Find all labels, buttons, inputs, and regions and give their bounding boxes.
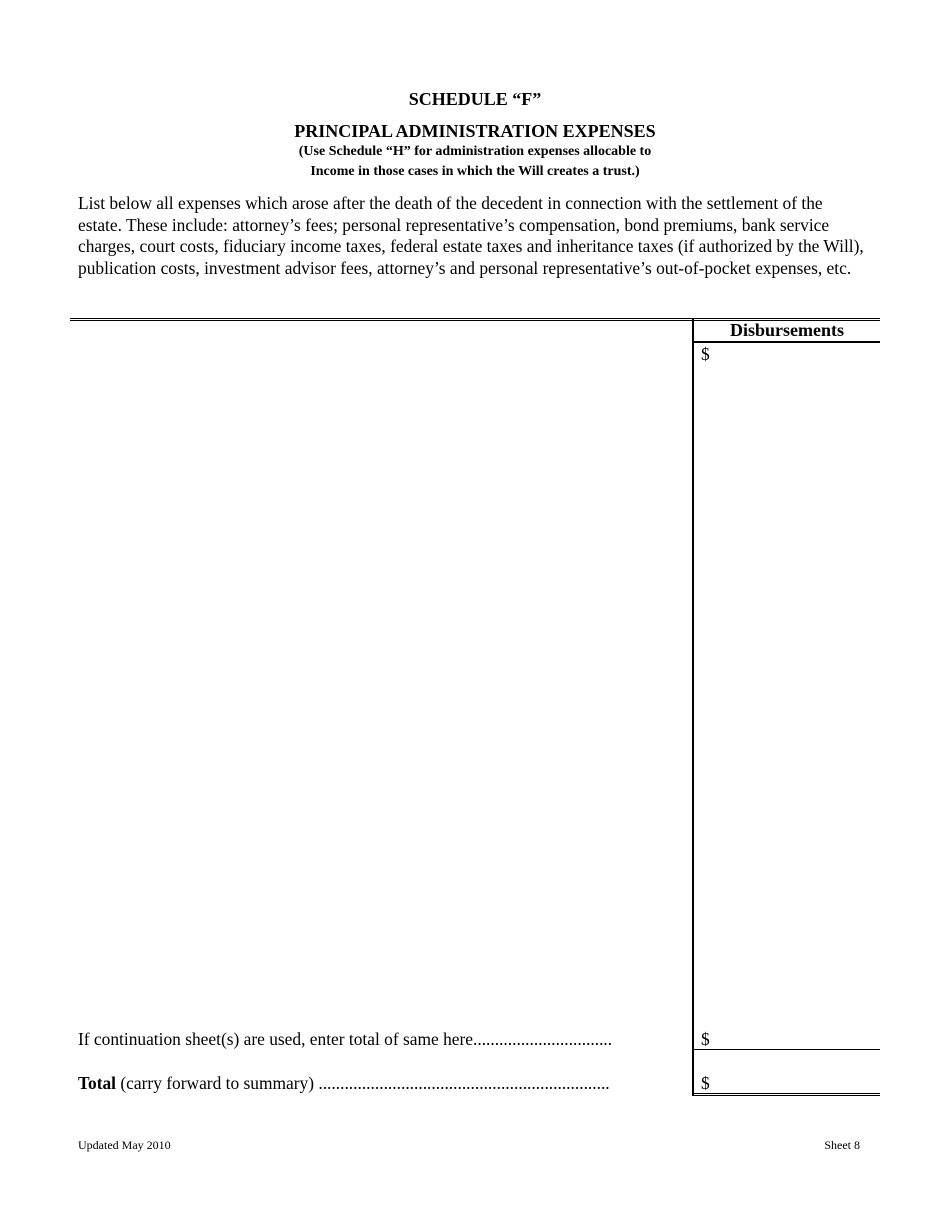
schedule-title: SCHEDULE “F”	[408, 89, 542, 109]
total-leader: ...................................................................	[318, 1073, 610, 1093]
total-label-bold: Total	[78, 1073, 117, 1093]
total-underline-double	[693, 1095, 880, 1096]
subtitle-line-2: Income in those cases in which the Will creates a trust.)	[310, 164, 640, 179]
header-underline	[693, 341, 880, 343]
continuation-underline	[693, 1049, 880, 1050]
footer-sheet-number: Sheet 8	[824, 1138, 860, 1152]
continuation-label: If continuation sheet(s) are used, enter total of same here	[78, 1029, 473, 1049]
total-underline	[693, 1093, 880, 1094]
continuation-leader: ................................	[473, 1029, 613, 1049]
total-line	[78, 1073, 610, 1094]
page-title: PRINCIPAL ADMINISTRATION EXPENSES	[294, 121, 656, 141]
continuation-dollar-sign: $	[701, 1029, 710, 1049]
column-divider	[692, 318, 694, 1096]
subtitle-line-1: (Use Schedule “H” for administration expenses allocable to	[298, 144, 652, 159]
total-dollar-sign: $	[701, 1073, 710, 1093]
footer-updated-date: Updated May 2010	[78, 1138, 171, 1152]
instructions-paragraph: List below all expenses which arose after the death of the decedent in connection with the settlement of the estate. These include: attorney’s fees; personal representative’s compensation, bond premiums, bank service charges, court costs, fiduciary income taxes, federal estate taxes and inheritance taxes (if authorized by the Will), publication costs, investment advisor fees, attorney’s and personal representative’s out-of-pocket expenses, etc.	[78, 193, 864, 278]
continuation-line	[78, 1029, 612, 1050]
total-label-rest: (carry forward to summary)	[116, 1073, 319, 1093]
table-top-rule	[70, 318, 880, 319]
disbursements-column-header: Disbursements	[729, 320, 844, 340]
disbursements-dollar-sign: $	[701, 344, 710, 364]
